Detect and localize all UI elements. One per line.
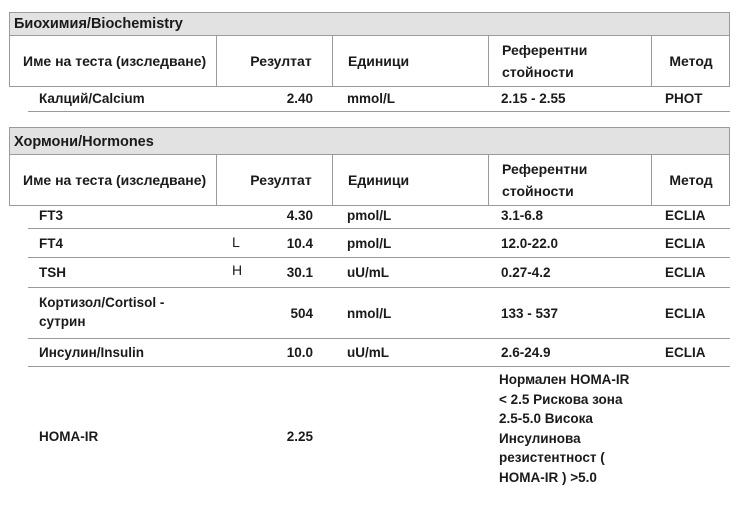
section-title-hormones: Хормони/Hormones [9, 127, 730, 155]
units-value: nmol/L [347, 306, 392, 321]
table-header-hormones [9, 155, 730, 206]
units-value: uU/mL [347, 345, 389, 360]
flag-low: L [232, 234, 240, 250]
result-value: 10.4 [286, 236, 313, 251]
test-name: TSH [39, 265, 66, 280]
reference-value: 12.0-22.0 [501, 236, 559, 251]
result-value: 30.1 [286, 265, 313, 280]
test-name: FT3 [39, 208, 64, 223]
header-test-name: Име на теста (изследване) [23, 52, 207, 69]
result-value: 10.0 [286, 345, 313, 360]
reference-value: 133 - 537 [501, 306, 559, 321]
header-units: Единици [348, 172, 410, 188]
units-value: mmol/L [347, 91, 396, 106]
method-value: PHOT [665, 91, 703, 106]
reference-value: 3.1-6.8 [501, 208, 544, 223]
method-value: ECLIA [665, 345, 706, 360]
method-value: ECLIA [665, 208, 706, 223]
reference-value: Нормален HOMA-IR < 2.5 Рискова зона 2.5-5.0 Висока Инсулинова резистентност ( HOMA-IR ) >5.0 [499, 372, 630, 485]
units-value: pmol/L [347, 208, 392, 223]
result-value: 2.25 [286, 429, 313, 444]
reference-value: 2.6-24.9 [501, 345, 551, 360]
result-value: 504 [290, 306, 313, 321]
header-units: Единици [348, 53, 410, 69]
test-name: HOMA-IR [39, 429, 99, 444]
result-value: 2.40 [286, 91, 313, 106]
test-name: Кортизол/Cortisol - сутрин [39, 295, 165, 329]
header-result: Резултат [250, 172, 312, 188]
method-value: ECLIA [665, 265, 706, 280]
test-name: Калций/Calcium [39, 91, 145, 106]
units-value: uU/mL [347, 265, 389, 280]
header-method: Метод [669, 172, 713, 188]
section-title-biochemistry: Биохимия/Biochemistry [9, 12, 730, 36]
flag-high: H [232, 262, 243, 278]
header-method: Метод [669, 53, 713, 69]
header-result: Резултат [250, 53, 312, 69]
header-reference: Референтни стойности [502, 42, 588, 80]
test-name: FT4 [39, 236, 64, 251]
reference-value: 0.27-4.2 [501, 265, 551, 280]
header-reference: Референтни стойности [502, 161, 588, 199]
method-value: ECLIA [665, 306, 706, 321]
reference-value: 2.15 - 2.55 [501, 91, 566, 106]
table-header-biochemistry [9, 36, 730, 87]
result-value: 4.30 [286, 208, 313, 223]
test-name: Инсулин/Insulin [39, 345, 144, 360]
units-value: pmol/L [347, 236, 392, 251]
method-value: ECLIA [665, 236, 706, 251]
header-test-name: Име на теста (изследване) [23, 171, 207, 188]
